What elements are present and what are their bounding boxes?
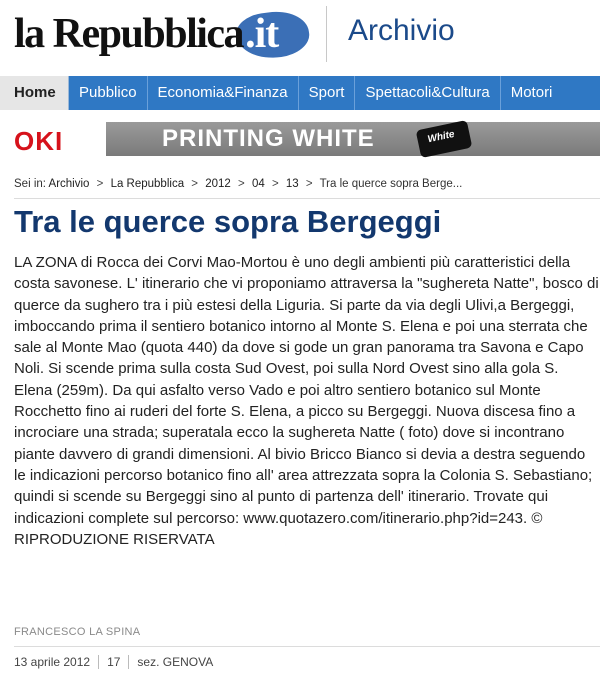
repubblica-logo[interactable]	[14, 6, 282, 62]
breadcrumb-item-month[interactable]: 04	[251, 178, 265, 190]
nav-item-economia-finanza[interactable]: Economia&Finanza	[148, 76, 299, 110]
article-title: Tra le querce sopra Bergeggi	[14, 204, 442, 239]
tshirt-text: White	[426, 128, 456, 146]
breadcrumb-prefix: Sei in:	[14, 178, 46, 190]
article-page-number: 17	[107, 655, 121, 669]
tshirt-image	[416, 120, 473, 158]
meta-separator	[98, 655, 99, 669]
site-header	[0, 0, 600, 72]
breadcrumb-divider	[14, 198, 600, 199]
nav-item-motori[interactable]: Motori	[510, 84, 553, 101]
article-author: FRANCESCO LA SPINA	[14, 626, 141, 638]
article-date: 13 aprile 2012	[14, 655, 91, 669]
breadcrumb-item-current: Tra le querce sopra Berge...	[319, 178, 463, 190]
article-section: sez. GENOVA	[137, 655, 214, 669]
breadcrumb-separator: >	[96, 178, 104, 190]
breadcrumb-item-archivio[interactable]: Archivio	[48, 178, 90, 190]
breadcrumb-separator: >	[305, 178, 313, 190]
archive-section-title[interactable]: Archivio	[348, 14, 455, 47]
logo-suffix: .it	[243, 6, 282, 62]
nav-item-pubblico[interactable]: Pubblico	[69, 76, 148, 110]
breadcrumb-item-day[interactable]: 13	[285, 178, 299, 190]
meta-separator	[128, 655, 129, 669]
oki-logo: OKI	[14, 126, 64, 156]
advertisement-banner[interactable]	[0, 122, 600, 156]
main-nav	[0, 76, 600, 110]
logo-wordmark: la Repubblica	[14, 11, 244, 57]
banner-band	[106, 122, 600, 156]
nav-item-spettacoli-cultura[interactable]: Spettacoli&Cultura	[355, 76, 500, 110]
breadcrumb-separator: >	[191, 178, 199, 190]
breadcrumb-item-year[interactable]: 2012	[205, 178, 231, 190]
breadcrumb-separator: >	[238, 178, 245, 190]
breadcrumb	[14, 178, 462, 190]
article-meta	[14, 655, 213, 669]
breadcrumb-item-la-repubblica[interactable]: La Repubblica	[110, 178, 185, 190]
banner-text: PRINTING WHITE	[162, 125, 375, 152]
meta-divider	[14, 646, 600, 647]
breadcrumb-separator: >	[271, 178, 279, 190]
header-divider	[326, 6, 327, 62]
nav-item-home[interactable]: Home	[0, 76, 69, 110]
article-body: LA ZONA di Rocca dei Corvi Mao-Mortou è uno degli ambienti più caratteristici della costa savonese. L' itinerario che vi proponiamo attraversa la "sughereta Natte", bosco di querce da sughero tra i più estesi della Liguria. Si parte da via degli Ulivi,a Bergeggi, imboccando prima il sentiero botanico intorno al Monte S. Elena e poi una sterrata che sale al Monte Mao (quota 440) da dove si gode un gran panorama tra Savona e Capo Noli. Si scende prima sulla costa Sud Ovest, poi sulla Nord Ovest sino alla gola S. Elena (259m). Da qui asfalto verso Vado e poi altro sentiero botanico sul Monte Rocchetto fino ai ruderi del forte S. Elena, a picco su Bergeggi. Nuova discesa fino a incrociare una strada; superatala ecco la sughereta Natte ( foto) dove si incontrano piante davvero di grandi dimensioni. Al bivio Bricco Bianco si devia a destra seguendo le indicazioni percorso botanico fino all' area attrezzata sopra la Colonia S. Sebastiano; quindi si scende su Bergeggi sino al punto di partenza dell' itinerario. Trovate qui indicazioni complete sul percorso: www.quotazero.com/itinerario.php?id=243. © RIPRODUZIONE RISERVATA	[14, 254, 599, 548]
nav-item-sport[interactable]: Sport	[299, 76, 356, 110]
